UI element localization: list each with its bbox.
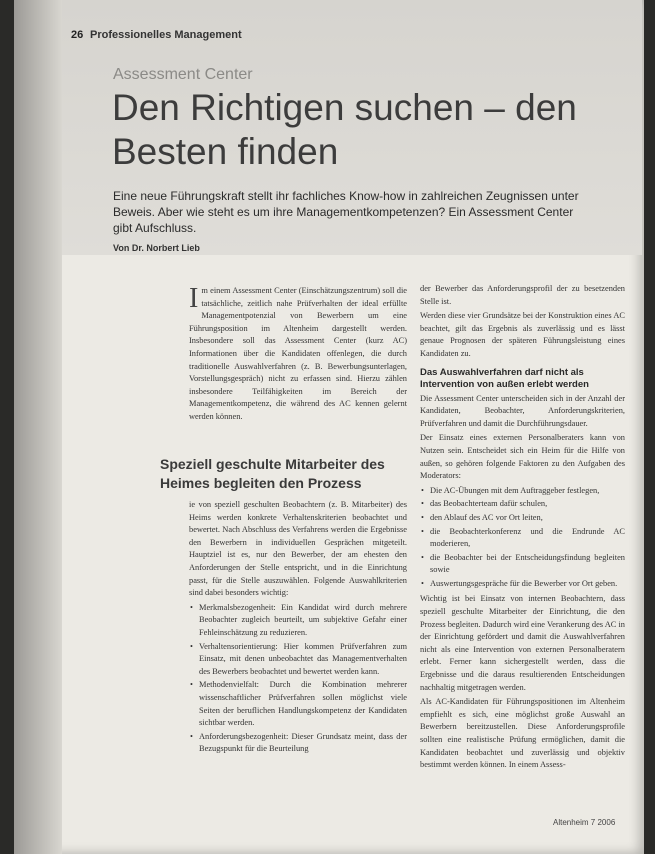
list-item: • Verhaltensorientierung: Hier kommen Prüfverfahren zum Einsatz, mit denen unbeobachtet das Managementverhalten des Bewerbers beobachtet und bewertet werden kann. [199,641,407,679]
page-number: 26 [71,29,84,41]
article-kicker: Assessment Center [113,66,253,83]
body-paragraph: Werden diese vier Grundsätze bei der Konstruktion eines AC beachtet, gilt das Ergebnis als zuverlässig und es lässt genaue Prognosen der späteren Führungsleistung eines Kandidaten zu. [420,311,625,358]
list-item: • die Beobachterkonferenz und die Endrunde AC moderieren, [430,526,625,551]
page-fold-shadow [14,0,62,854]
section-label: Professionelles Management [90,29,242,41]
body-paragraph: Die Assessment Center unterscheiden sich in der Anzahl der Kandidaten, Beobachter, Anforderungskriterien, Prüfverfahren und damit die Durchführungsdauer. [420,393,625,428]
list-item: • Anforderungsbezogenheit: Dieser Grundsatz meint, dass der Bezugspunkt für die Beurteilung [199,731,407,756]
list-item: • den Ablauf des AC vor Ort leiten, [430,512,625,525]
moderator-tasks-list [420,485,625,591]
list-item: • Merkmalsbezogenheit: Ein Kandidat wird durch mehrere Beobachter zugleich beurteilt, um subjektive Gefahr einer Fehleinschätzung zu reduzieren. [199,602,407,640]
body-paragraph: ie von speziell geschulten Beobachtern (z. B. Mitarbeiter) des Heims werden konkrete Verhaltenskriterien beobachtet und bewertet. Nach Abschluss des Verfahrens werden die Ergebnisse den Bewerbern in individuellen Gesprächen mitgeteilt. Hauptziel ist es, nur den Bewerber, der am ehesten den Anforderungen der Stelle entspricht, und in die Einrichtung passt, für die Stelle auszuwählen. Folgende Auswahlkriterien sind dabei besonders wichtig: [189,500,407,598]
body-paragraph: Der Einsatz eines externen Personalberaters kann von Nutzen sein. Entscheidet sich ein Heim für die Hilfe von außen, so gehören folgende Faktoren zu den Aufgaben des Moderators: [420,433,625,481]
drop-cap: I [189,283,199,314]
body-paragraph: der Bewerber das Anforderungsprofil der zu besetzenden Stelle ist. [420,284,625,306]
section-heading: Das Auswahlverfahren darf nicht als Intervention von außen erlebt werden [420,366,589,390]
column-left-intro [189,285,407,426]
article-byline: Von Dr. Norbert Lieb [113,243,200,253]
list-item: • Methodenvielfalt: Durch die Kombination mehrerer wissenschaftlicher Prüfverfahren sollen möglichst viele Seiten der beruflichen Handlungskompetenz der Kandidaten sichtbar werden. [199,679,407,729]
intro-text: m einem Assessment Center (Einschätzungszentrum) soll die tatsächliche, zeitlich nahe Prüfverhalten der ideal erfüllte Managementpotenzial von Bewerbern um eine Führungsposition im Altenheim dargestellt werden. Insbesondere soll das Assessment Center (kurz AC) Informationen über die Kandidaten offenlegen, die durch traditionelle Auswahlverfahren (z. B. Bewerbungsunterlagen, Vorstellungsgespräch) nicht zu erfassen sind. Hierzu zählen insbesondere Teilfähigkeiten im Bereich der Managementkompetenz, die während des AC kennen gelernt werden können. [189,286,407,421]
criteria-list [189,602,407,756]
article-subheading: Speziell geschulte Mitarbeiter des Heimes begleiten den Prozess [160,456,385,491]
body-paragraph: Wichtig ist bei Einsatz von internen Beobachtern, dass speziell geschulte Mitarbeiter der Einrichtung, die den Prozess begleiten. Dadurch wird eine Verankerung des AC in der Einrichtung gefördert und damit die Auswahlverfahren nicht als eine Intervention von externen Personalberatern erlebt. Ferner kann sichergestellt werden, dass die Ergebnisse und die daraus resultierenden Entscheidungen nachhaltig mitgetragen werden. [420,594,625,692]
list-item: • das Beobachterteam dafür schulen, [430,498,625,511]
body-paragraph: Als AC-Kandidaten für Führungspositionen im Altenheim empfiehlt es sich, eine möglichst große Auswahl an Bewerbern bereitzustellen. Diese Anforderungsprofile sollten eine realistische Prüfung ermöglichen, damit die Kandidaten beobachtet und zuverlässig und objektiv bestimmt werden können. In einem Assess- [420,697,625,770]
column-right [420,283,625,774]
issue-footer: Altenheim 7 2006 [553,818,616,827]
intro-paragraph [189,285,407,424]
article-lead: Eine neue Führungskraft stellt ihr fachliches Know-how in zahlreichen Zeugnissen unter Beweis. Aber wie steht es um ihre Managementkompetenzen? Ein Assessment Center gibt Aufschluss. [113,189,579,235]
column-left-body [189,499,407,759]
list-item: • Auswertungsgespräche für die Bewerber vor Ort geben. [430,578,625,591]
list-item: • Die AC-Übungen mit dem Auftraggeber festlegen, [430,485,625,498]
article-title: Den Richtigen suchen – den Besten finden [112,87,577,172]
list-item: • die Beobachter bei der Entscheidungsfindung begleiten sowie [430,552,625,577]
